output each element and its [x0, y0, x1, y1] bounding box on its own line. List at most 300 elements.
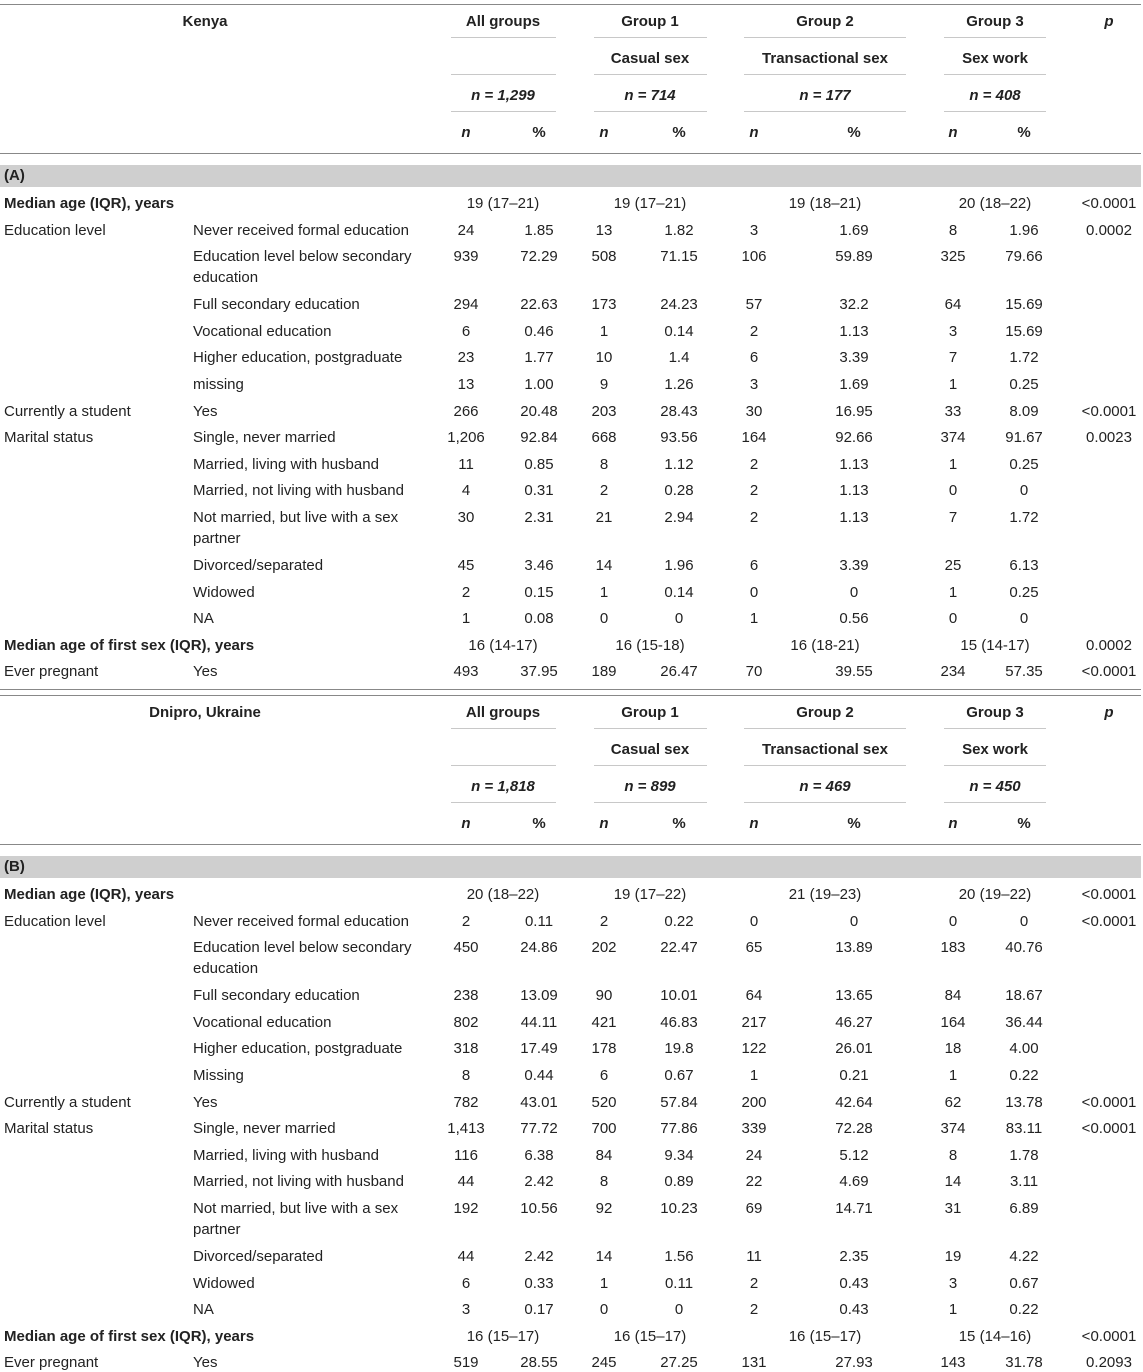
- count-cell: 9: [599, 376, 609, 393]
- percent-cell: 0.25: [1009, 455, 1039, 473]
- median-cell: 19 (18–21): [788, 195, 862, 212]
- percent-cell: 0.33: [524, 1274, 554, 1292]
- row-sublabel-cont: partner: [193, 1221, 241, 1238]
- row-sublabel: Full secondary education: [193, 987, 360, 1005]
- percent-cell: 0.22: [1009, 1067, 1039, 1084]
- count-cell: 245: [591, 1354, 617, 1372]
- row-label: Currently a student: [4, 1093, 131, 1111]
- count-cell: 0: [948, 912, 958, 930]
- count-cell: 143: [940, 1354, 966, 1372]
- percent-cell: 4.22: [1009, 1248, 1039, 1265]
- count-cell: 14: [595, 1248, 613, 1265]
- percent-cell: 2.42: [524, 1248, 554, 1265]
- percent-cell: 1.77: [524, 349, 554, 367]
- count-cell: 22: [745, 1173, 763, 1191]
- percent-cell: 3.46: [524, 557, 554, 574]
- row-label: Median age of first sex (IQR), years: [4, 636, 255, 654]
- count-cell: 450: [453, 939, 479, 957]
- header-subrule: [744, 74, 906, 75]
- row-label: Marital status: [4, 1120, 94, 1138]
- percent-cell: 72.28: [835, 1120, 873, 1138]
- col-header-group3: Group 3: [966, 13, 1024, 30]
- percent-cell: 4.00: [1009, 1040, 1039, 1058]
- count-cell: 0: [948, 482, 958, 500]
- col-header-all: All groups: [465, 704, 541, 721]
- percent-cell: 0.14: [664, 583, 694, 601]
- percent-cell: 6.89: [1009, 1200, 1039, 1217]
- count-cell: 1: [948, 1301, 958, 1319]
- header-subrule: [944, 111, 1046, 112]
- percent-cell: 37.95: [520, 663, 558, 681]
- row-sublabel: Single, never married: [193, 1120, 336, 1138]
- count-cell: 802: [453, 1013, 479, 1031]
- count-cell: 19: [944, 1248, 962, 1265]
- percent-cell: 9.34: [664, 1146, 694, 1164]
- row-label: Education level: [4, 221, 106, 239]
- count-cell: 318: [453, 1040, 479, 1058]
- count-cell: 13: [457, 376, 475, 393]
- col-sub-group3: Sex work: [962, 50, 1028, 67]
- median-cell: 20 (19–22): [958, 886, 1032, 903]
- percent-cell: 1.72: [1009, 509, 1039, 526]
- col-sub-group1: Casual sex: [610, 741, 690, 758]
- header-subrule: [944, 74, 1046, 75]
- header-subrule: [451, 728, 556, 729]
- percent-cell: 92.84: [520, 429, 558, 447]
- header-subrule: [594, 802, 707, 803]
- percent-cell: 1.4: [668, 349, 690, 367]
- median-cell: 16 (18-21): [790, 636, 860, 654]
- count-cell: 0: [749, 583, 759, 601]
- header-bottom-rule: [0, 153, 1141, 154]
- percent-cell: 1.96: [1009, 221, 1039, 239]
- percent-cell: 0.43: [839, 1301, 869, 1319]
- median-cell: 16 (15–17): [788, 1327, 862, 1345]
- col-pct-label: %: [1017, 815, 1031, 832]
- percent-cell: 71.15: [660, 248, 698, 266]
- row-sublabel: Yes: [193, 402, 218, 420]
- row-sublabel: Vocational education: [193, 1013, 332, 1031]
- count-cell: 3: [749, 376, 759, 393]
- percent-cell: 0.56: [839, 610, 869, 628]
- count-cell: 3: [461, 1301, 471, 1319]
- header-subrule: [744, 111, 906, 112]
- percent-cell: 27.25: [660, 1354, 698, 1372]
- p-value-cell: <0.0001: [1081, 912, 1137, 930]
- count-cell: 24: [457, 221, 475, 239]
- n-group3: n = 408: [969, 87, 1021, 104]
- percent-cell: 1.00: [524, 376, 554, 393]
- median-cell: 19 (17–21): [613, 195, 687, 212]
- count-cell: 0: [599, 610, 609, 628]
- row-label: Currently a student: [4, 402, 131, 420]
- percent-cell: 0.25: [1009, 583, 1039, 601]
- percent-cell: 17.49: [520, 1040, 558, 1058]
- percent-cell: 46.27: [835, 1013, 873, 1031]
- row-label: Ever pregnant: [4, 1354, 99, 1372]
- header-subrule: [944, 802, 1046, 803]
- percent-cell: 1.56: [664, 1248, 694, 1265]
- count-cell: 1: [461, 610, 471, 628]
- percent-cell: 1.96: [664, 557, 694, 574]
- count-cell: 6: [749, 349, 759, 367]
- count-cell: 1: [749, 1067, 759, 1084]
- p-value-cell: 0.2093: [1086, 1354, 1132, 1372]
- count-cell: 700: [591, 1120, 617, 1138]
- n-all: n = 1,818: [471, 778, 535, 795]
- count-cell: 30: [457, 509, 475, 526]
- count-cell: 0: [948, 610, 958, 628]
- percent-cell: 0.08: [524, 610, 554, 628]
- count-cell: 238: [453, 987, 479, 1005]
- percent-cell: 19.8: [664, 1040, 694, 1058]
- count-cell: 1: [948, 455, 958, 473]
- percent-cell: 1.82: [664, 221, 694, 239]
- count-cell: 2: [749, 322, 759, 340]
- count-cell: 2: [749, 509, 759, 526]
- count-cell: 31: [944, 1200, 962, 1217]
- row-sublabel: Yes: [193, 1354, 218, 1372]
- row-sublabel: Missing: [193, 1067, 244, 1084]
- count-cell: 0: [599, 1301, 609, 1319]
- percent-cell: 3.11: [1009, 1173, 1039, 1191]
- header-subrule: [594, 728, 707, 729]
- count-cell: 44: [457, 1173, 475, 1191]
- row-label: Median age (IQR), years: [4, 886, 175, 903]
- percent-cell: 0.21: [839, 1067, 869, 1084]
- count-cell: 192: [453, 1200, 479, 1217]
- row-label: Marital status: [4, 429, 94, 447]
- count-cell: 508: [591, 248, 617, 266]
- col-pct-label: %: [532, 124, 546, 141]
- percent-cell: 57.84: [660, 1093, 698, 1111]
- count-cell: 1: [948, 1067, 958, 1084]
- header-subrule: [944, 37, 1046, 38]
- n-all: n = 1,299: [471, 87, 535, 104]
- row-sublabel-cont: education: [193, 960, 259, 978]
- count-cell: 8: [599, 1173, 609, 1191]
- col-pct-label: %: [532, 815, 546, 832]
- col-n-label: n: [948, 124, 958, 141]
- count-cell: 44: [457, 1248, 475, 1265]
- row-sublabel: Single, never married: [193, 429, 336, 447]
- count-cell: 782: [453, 1093, 479, 1111]
- row-sublabel: Never received formal education: [193, 221, 409, 239]
- count-cell: 57: [745, 296, 763, 314]
- section-band: [0, 856, 1141, 878]
- percent-cell: 2.42: [524, 1173, 554, 1191]
- section-top-rule: [0, 4, 1141, 5]
- col-sub-group1: Casual sex: [610, 50, 690, 67]
- count-cell: 2: [599, 482, 609, 500]
- percent-cell: 0.11: [524, 912, 554, 930]
- count-cell: 294: [453, 296, 479, 314]
- percent-cell: 31.78: [1005, 1354, 1043, 1372]
- col-n-label: n: [749, 815, 759, 832]
- percent-cell: 2.35: [839, 1248, 869, 1265]
- count-cell: 1: [599, 583, 609, 601]
- percent-cell: 0: [674, 1301, 684, 1319]
- percent-cell: 22.63: [520, 296, 558, 314]
- section-title: Kenya: [182, 13, 228, 30]
- percent-cell: 1.85: [524, 221, 554, 239]
- count-cell: 178: [591, 1040, 617, 1058]
- percent-cell: 92.66: [835, 429, 873, 447]
- count-cell: 69: [745, 1200, 763, 1217]
- percent-cell: 0.14: [664, 322, 694, 340]
- row-sublabel: missing: [193, 376, 244, 393]
- percent-cell: 42.64: [835, 1093, 873, 1111]
- p-value-cell: <0.0001: [1081, 663, 1137, 681]
- col-pct-label: %: [672, 815, 686, 832]
- section-band-label: (A): [4, 167, 25, 184]
- median-cell: 16 (15-18): [615, 636, 685, 654]
- percent-cell: 28.43: [660, 402, 698, 420]
- count-cell: 374: [940, 429, 966, 447]
- col-sub-group3: Sex work: [962, 741, 1028, 758]
- header-subrule: [451, 111, 556, 112]
- count-cell: 84: [944, 987, 962, 1005]
- percent-cell: 3.39: [839, 349, 869, 367]
- percent-cell: 10.01: [660, 987, 698, 1005]
- p-value-cell: 0.0023: [1086, 429, 1132, 447]
- percent-cell: 0.25: [1009, 376, 1039, 393]
- row-label: Median age of first sex (IQR), years: [4, 1327, 255, 1345]
- median-cell: 19 (17–22): [613, 886, 687, 903]
- percent-cell: 91.67: [1005, 429, 1043, 447]
- col-n-label: n: [948, 815, 958, 832]
- percent-cell: 5.12: [839, 1146, 869, 1164]
- percent-cell: 24.86: [520, 939, 558, 957]
- percent-cell: 40.76: [1005, 939, 1043, 957]
- header-subrule: [451, 802, 556, 803]
- count-cell: 374: [940, 1120, 966, 1138]
- header-subrule: [944, 728, 1046, 729]
- count-cell: 2: [599, 912, 609, 930]
- count-cell: 668: [591, 429, 617, 447]
- percent-cell: 1.78: [1009, 1146, 1039, 1164]
- p-value-cell: <0.0001: [1081, 1093, 1137, 1111]
- percent-cell: 26.01: [835, 1040, 873, 1058]
- header-subrule: [744, 728, 906, 729]
- n-group3: n = 450: [969, 778, 1021, 795]
- p-value-cell: 0.0002: [1086, 636, 1132, 654]
- count-cell: 84: [595, 1146, 613, 1164]
- count-cell: 8: [599, 455, 609, 473]
- header-subrule: [594, 111, 707, 112]
- median-cell: 20 (18–22): [466, 886, 540, 903]
- percent-cell: 1.69: [839, 376, 869, 393]
- count-cell: 30: [745, 402, 763, 420]
- count-cell: 520: [591, 1093, 617, 1111]
- col-n-label: n: [461, 124, 471, 141]
- percent-cell: 59.89: [835, 248, 873, 266]
- percent-cell: 32.2: [839, 296, 869, 314]
- percent-cell: 43.01: [520, 1093, 558, 1111]
- percent-cell: 46.83: [660, 1013, 698, 1031]
- percent-cell: 77.86: [660, 1120, 698, 1138]
- percent-cell: 8.09: [1009, 402, 1039, 420]
- percent-cell: 0.31: [524, 482, 554, 500]
- col-sub-group2: Transactional sex: [762, 741, 888, 758]
- col-sub-group2: Transactional sex: [762, 50, 888, 67]
- percent-cell: 0.43: [839, 1274, 869, 1292]
- count-cell: 519: [453, 1354, 479, 1372]
- section-top-rule: [0, 695, 1141, 696]
- percent-cell: 0: [674, 610, 684, 628]
- count-cell: 33: [944, 402, 962, 420]
- row-sublabel: Never received formal education: [193, 912, 409, 930]
- percent-cell: 28.55: [520, 1354, 558, 1372]
- percent-cell: 6.38: [524, 1146, 554, 1164]
- row-sublabel: NA: [193, 610, 214, 628]
- percent-cell: 1.13: [839, 482, 869, 500]
- count-cell: 173: [591, 296, 617, 314]
- percent-cell: 1.12: [664, 455, 694, 473]
- header-bottom-rule: [0, 844, 1141, 845]
- percent-cell: 16.95: [835, 402, 873, 420]
- count-cell: 939: [453, 248, 479, 266]
- percent-cell: 20.48: [520, 402, 558, 420]
- header-subrule: [451, 765, 556, 766]
- count-cell: 2: [749, 1274, 759, 1292]
- count-cell: 106: [741, 248, 767, 266]
- row-sublabel: Education level below secondary: [193, 939, 412, 957]
- percent-cell: 13.78: [1005, 1093, 1043, 1111]
- row-sublabel: Married, not living with husband: [193, 482, 404, 500]
- header-subrule: [594, 74, 707, 75]
- col-pct-label: %: [847, 815, 861, 832]
- percent-cell: 93.56: [660, 429, 698, 447]
- row-sublabel-cont: education: [193, 269, 259, 287]
- count-cell: 325: [940, 248, 966, 266]
- n-group1: n = 714: [624, 87, 676, 104]
- count-cell: 70: [745, 663, 763, 681]
- percent-cell: 15.69: [1005, 296, 1043, 314]
- count-cell: 4: [461, 482, 471, 500]
- percent-cell: 0.22: [664, 912, 694, 930]
- percent-cell: 27.93: [835, 1354, 873, 1372]
- count-cell: 339: [741, 1120, 767, 1138]
- p-value-cell: <0.0001: [1081, 886, 1137, 903]
- percent-cell: 0: [1019, 610, 1029, 628]
- percent-cell: 0: [1019, 482, 1029, 500]
- percent-cell: 83.11: [1005, 1120, 1043, 1138]
- percent-cell: 1.13: [839, 322, 869, 340]
- count-cell: 3: [749, 221, 759, 239]
- percent-cell: 6.13: [1009, 557, 1039, 574]
- median-cell: 19 (17–21): [466, 195, 540, 212]
- count-cell: 23: [457, 349, 475, 367]
- percent-cell: 10.23: [660, 1200, 698, 1217]
- percent-cell: 0.46: [524, 322, 554, 340]
- percent-cell: 1.72: [1009, 349, 1039, 367]
- header-subrule: [744, 37, 906, 38]
- count-cell: 1: [599, 322, 609, 340]
- row-sublabel: Vocational education: [193, 322, 332, 340]
- percent-cell: 24.23: [660, 296, 698, 314]
- row-sublabel: Not married, but live with a sex: [193, 509, 399, 526]
- count-cell: 493: [453, 663, 479, 681]
- col-pct-label: %: [672, 124, 686, 141]
- count-cell: 2: [461, 583, 471, 601]
- percent-cell: 0.67: [1009, 1274, 1039, 1292]
- count-cell: 8: [461, 1067, 471, 1084]
- row-sublabel-cont: partner: [193, 530, 241, 547]
- col-header-all: All groups: [465, 13, 541, 30]
- col-n-label: n: [461, 815, 471, 832]
- section-band: [0, 165, 1141, 187]
- median-cell: 15 (14-17): [960, 636, 1030, 654]
- col-header-group1: Group 1: [621, 704, 679, 721]
- row-sublabel: Not married, but live with a sex: [193, 1200, 399, 1217]
- count-cell: 92: [595, 1200, 613, 1217]
- percent-cell: 79.66: [1005, 248, 1043, 266]
- count-cell: 1: [749, 610, 759, 628]
- section-divider: [0, 689, 1141, 690]
- percent-cell: 0.15: [524, 583, 554, 601]
- count-cell: 25: [944, 557, 962, 574]
- median-cell: 21 (19–23): [788, 886, 862, 903]
- count-cell: 65: [745, 939, 763, 957]
- count-cell: 2: [461, 912, 471, 930]
- p-value-cell: <0.0001: [1081, 195, 1137, 212]
- row-sublabel: Higher education, postgraduate: [193, 349, 403, 367]
- count-cell: 116: [454, 1146, 478, 1164]
- p-value-cell: 0.0002: [1086, 221, 1132, 239]
- section-band-label: (B): [4, 858, 25, 875]
- p-value-cell: <0.0001: [1081, 1327, 1137, 1345]
- percent-cell: 77.72: [520, 1120, 558, 1138]
- header-subrule: [594, 37, 707, 38]
- count-cell: 266: [453, 402, 479, 420]
- row-sublabel: Education level below secondary: [193, 248, 412, 266]
- median-cell: 15 (14–16): [958, 1327, 1032, 1345]
- count-cell: 6: [599, 1067, 609, 1084]
- count-cell: 217: [741, 1013, 767, 1031]
- percent-cell: 0.11: [664, 1274, 694, 1292]
- percent-cell: 13.89: [835, 939, 873, 957]
- row-sublabel: NA: [193, 1301, 214, 1319]
- count-cell: 64: [944, 296, 962, 314]
- percent-cell: 1.26: [664, 376, 694, 393]
- count-cell: 8: [948, 1146, 958, 1164]
- row-sublabel: Widowed: [193, 583, 255, 601]
- row-label: Education level: [4, 912, 106, 930]
- n-group1: n = 899: [624, 778, 676, 795]
- count-cell: 7: [948, 349, 958, 367]
- col-header-group3: Group 3: [966, 704, 1024, 721]
- row-sublabel: Married, living with husband: [193, 1146, 379, 1164]
- count-cell: 18: [944, 1040, 962, 1058]
- percent-cell: 2.94: [664, 509, 694, 526]
- header-subrule: [744, 802, 906, 803]
- section-title: Dnipro, Ukraine: [149, 704, 261, 721]
- count-cell: 131: [741, 1354, 767, 1372]
- percent-cell: 1.13: [839, 509, 869, 526]
- percent-cell: 13.65: [835, 987, 873, 1005]
- col-header-p: p: [1104, 13, 1114, 30]
- row-sublabel: Higher education, postgraduate: [193, 1040, 403, 1058]
- count-cell: 45: [457, 557, 475, 574]
- col-n-label: n: [599, 815, 609, 832]
- count-cell: 6: [461, 1274, 471, 1292]
- col-header-p: p: [1104, 704, 1114, 721]
- count-cell: 21: [595, 509, 613, 526]
- count-cell: 2: [749, 455, 759, 473]
- count-cell: 1: [599, 1274, 609, 1292]
- percent-cell: 0.85: [524, 455, 554, 473]
